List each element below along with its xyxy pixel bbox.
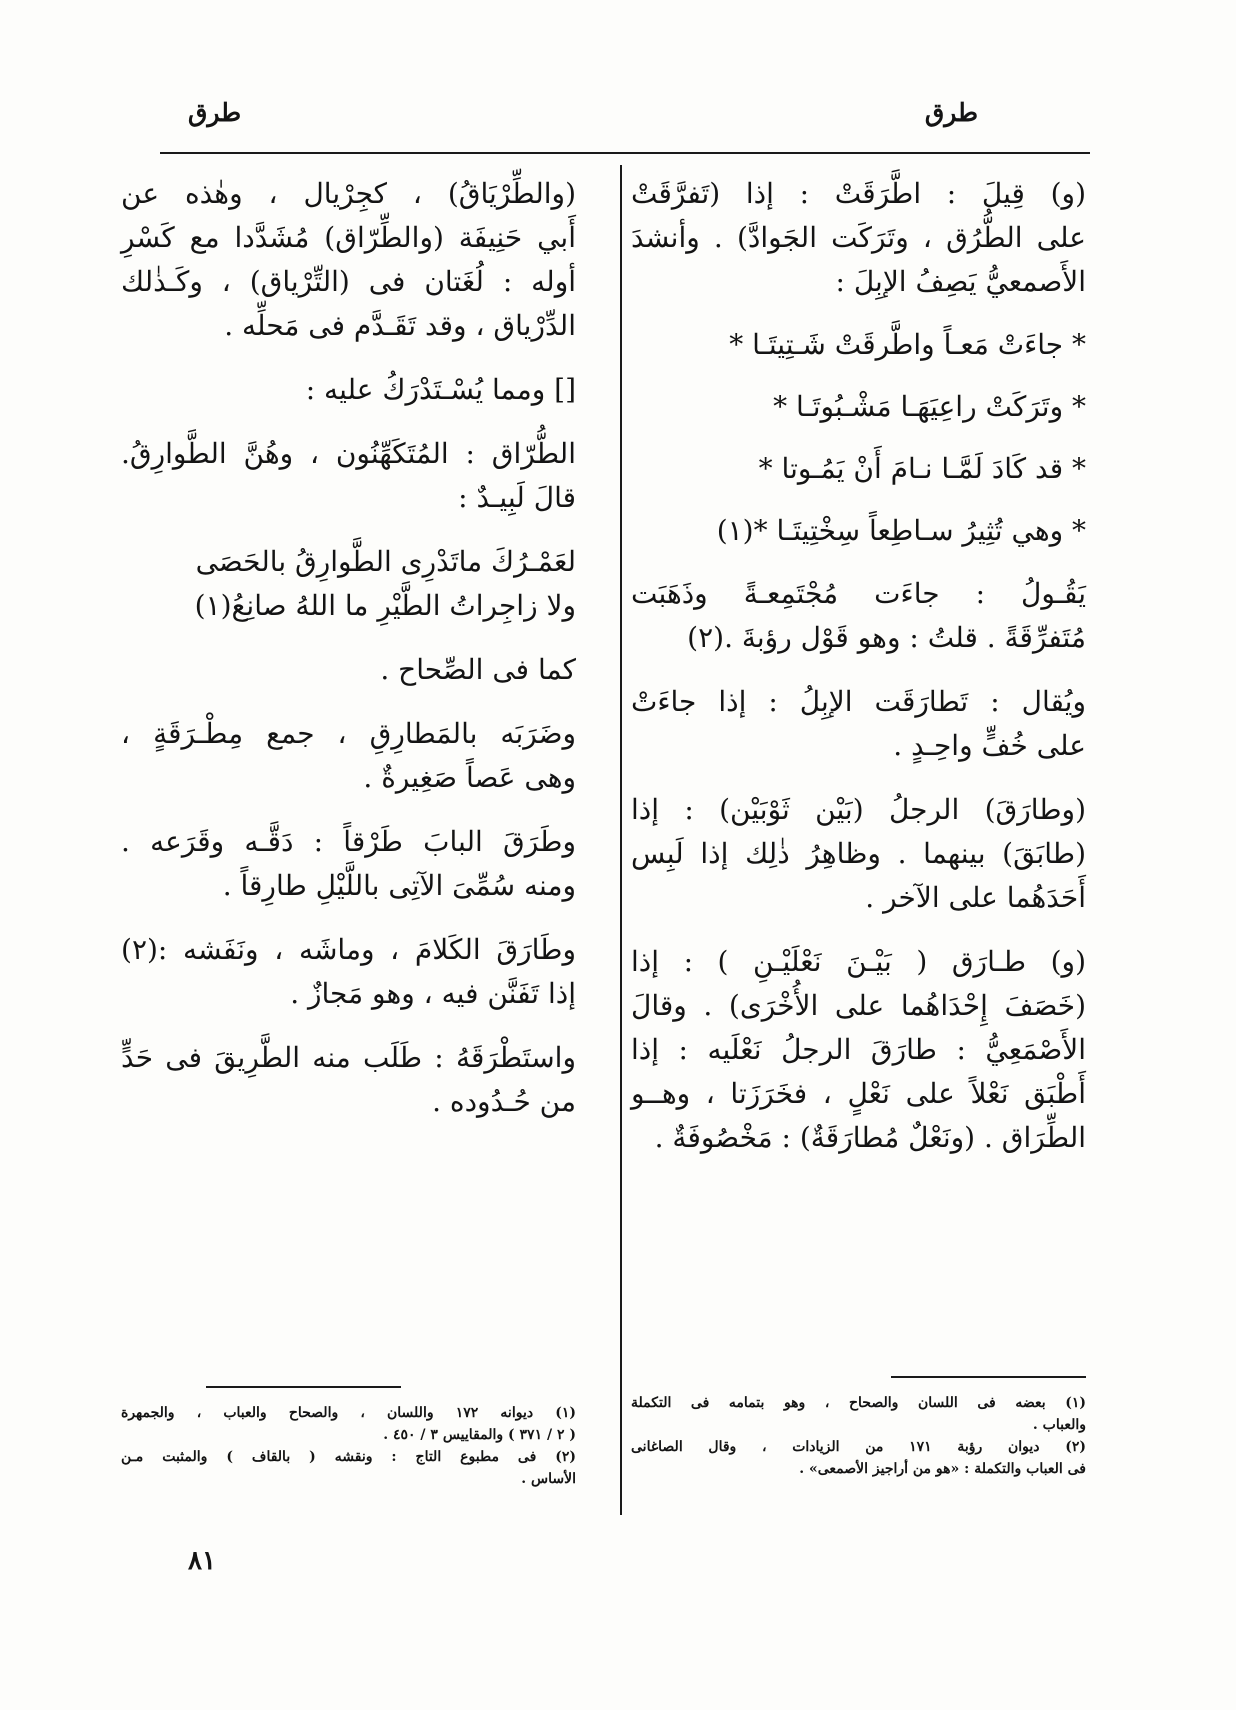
- footnote-rule-left: [206, 1386, 401, 1388]
- paragraph-spacer: [121, 1016, 576, 1036]
- text-line: مُتَفرِّقَةً . قلتُ : وهو قَوْل رؤبةَ .(٢): [687, 621, 1086, 654]
- text-line: ومنه سُمِّىَ الآتِى باللَّيْلِ طارِقاً .: [222, 869, 576, 902]
- footnote-line: الأساس .: [521, 1471, 576, 1487]
- verse-line: * قد كَادَ لَمَّـا نـامَ أَنْ يَمُـوتا *: [758, 452, 1086, 485]
- text-line: أَطْبَق نَعْلاً على نَعْلٍ ، فخَرَزَتا ، وهــو: [631, 1077, 1086, 1110]
- text-line: وضَرَبَه بالمَطارِقِ ، جمع مِطْـرَقَةٍ ،: [121, 717, 576, 750]
- text-line: (وطارَقَ) الرجلُ (بَيْن ثَوْبَيْن) : إذا: [631, 793, 1086, 826]
- text-line: على الطُّرُق ، وتَرَكَت الجَوادَّ) . وأنشدَ: [631, 221, 1086, 254]
- text-line: أوله : لُغَتان فى (التِّرْياق) ، وكَـذٰلك: [121, 265, 576, 298]
- text-line: ولا زاجِراتُ الطَّيْرِ ما اللهُ صانِعُ(١): [194, 589, 576, 622]
- paragraph-spacer: [631, 768, 1086, 788]
- text-line: واستَطْرَقَهُ : طَلَب منه الطَّرِيقَ فى حَدٍّ: [121, 1041, 576, 1074]
- text-line: (طابَقَ) بينهما . وظاهِرُ ذٰلِك إذا لَبِس: [631, 837, 1086, 870]
- text-line: أَحَدَهُما على الآخر .: [865, 881, 1086, 914]
- header-rule: [160, 152, 1090, 154]
- text-line: على خُفٍّ واحِـدٍ .: [893, 729, 1086, 762]
- paragraph-spacer: [631, 920, 1086, 940]
- text-line: الأَصمعيُّ يَصِفُ الإبِلَ :: [835, 265, 1086, 298]
- running-header-right: طرق: [924, 98, 978, 127]
- left-column: [121, 172, 576, 1124]
- footnotes-left: [121, 1402, 576, 1490]
- text-line: إذا تَفَنَّن فيه ، وهو مَجازٌ .: [290, 977, 576, 1010]
- text-line: [] ومما يُسْـتَدْرَكُ عليه :: [305, 373, 576, 406]
- text-line: الطُّرّاق : المُتَكَهِّنُون ، وهُنَّ الطَّوارِقُ.: [121, 437, 576, 470]
- footnote-line: ( ٢ / ٣٧١ ) والمقاييس ٣ / ٤٥٠ .: [383, 1427, 576, 1443]
- footnote-rule-right: [891, 1376, 1086, 1378]
- paragraph-spacer: [121, 412, 576, 432]
- paragraph-spacer: [121, 800, 576, 820]
- text-line: كما فى الصِّحاح .: [380, 653, 576, 686]
- paragraph-spacer: [121, 348, 576, 368]
- text-line: (و) طـارَق ( بَيْـنَ نَعْلَيْـنِ ) : إذا: [631, 945, 1086, 978]
- text-line: الدِّرْياق ، وقد تَقَـدَّم فى مَحلِّه .: [224, 309, 576, 342]
- verse-line: * وتَرَكَتْ راعِيَهَـا مَشْـبُوتَـا *: [773, 390, 1086, 423]
- text-line: (والطِّرْيَاقُ) ، كجِرْيال ، وهٰذه عن: [121, 177, 576, 210]
- verse-line: * جاءَتْ مَعـاً واطَّرقَتْ شَـتِيتَـا *: [729, 328, 1086, 361]
- footnotes-right: [631, 1392, 1086, 1480]
- paragraph-spacer: [631, 660, 1086, 680]
- text-line: يَقُـولُ : جاءَت مُجْتَمِعـةً وذَهَبَت: [631, 577, 1086, 610]
- paragraph-spacer: [631, 562, 1086, 572]
- text-line: من حُـدُوده .: [432, 1085, 576, 1118]
- text-line: قالَ لَبِيـدٌ :: [458, 481, 576, 514]
- footnote-line: (١) ديوانه ١٧٢ واللسان ، والصحاح والعباب ، والجمهرة: [121, 1405, 576, 1421]
- text-line: (خَصَفَ إِحْدَاهُما على الأُخْرَى) . وقالَ: [631, 989, 1086, 1022]
- column-divider: [620, 165, 622, 1515]
- verse-line: * وهي تُثِيرُ سـاطِعاً سِخْتِيتَـا *(١): [716, 514, 1086, 547]
- footnote-line: (٢) فى مطبوع التاج : ونقشه ( بالقاف ) والمثبت مـن: [121, 1449, 576, 1465]
- paragraph-spacer: [121, 908, 576, 928]
- paragraph-spacer: [121, 628, 576, 648]
- text-line: وطَارَقَ الكَلامَ ، وماشَه ، ونَفَشه :(٢): [121, 933, 576, 966]
- text-line: وهى عَصاً صَغِيرةٌ .: [363, 761, 576, 794]
- text-line: لعَمْـرُكَ ماتَدْرِى الطَّوارِقُ بالحَصَى: [195, 545, 576, 578]
- text-line: ويُقال : تَطارَقَت الإبِلُ : إذا جاءَتْ: [631, 685, 1086, 718]
- page-number: ٨١: [188, 1546, 216, 1576]
- footnote-line: (١) بعضه فى اللسان والصحاح ، وهو بتمامه فى التكملة: [631, 1395, 1086, 1411]
- text-line: أَبي حَنِيفَة (والطِّرّاق) مُشَدَّدا مع كَسْرِ: [121, 221, 576, 254]
- text-line: وطَرَقَ البابَ طَرْقاً : دَقَّـه وقَرَعه .: [121, 825, 576, 858]
- paragraph-spacer: [121, 520, 576, 540]
- text-line: (و) قِيلَ : اطَّرَقَتْ : إذا (تَفرَّقَتْ: [631, 177, 1086, 210]
- running-header-left: طرق: [188, 98, 242, 127]
- footnote-line: والعباب .: [1032, 1417, 1086, 1433]
- paragraph-spacer: [121, 692, 576, 712]
- footnote-line: (٢) ديوان رؤبة ١٧١ من الزيادات ، وقال الصاغانى: [631, 1439, 1086, 1455]
- right-column: [631, 172, 1086, 1160]
- text-line: الطِّرَاق . (ونَعْلٌ مُطارَقَةٌ) : مَخْصُوفَةٌ .: [654, 1121, 1086, 1154]
- paragraph-spacer: [631, 304, 1086, 314]
- footnote-line: فى العباب والتكملة : «هو من أراجيز الأصمعى» .: [799, 1461, 1086, 1477]
- text-line: الأَصْمَعِيُّ : طارَقَ الرجلُ نَعْلَيه : إذا: [631, 1033, 1086, 1066]
